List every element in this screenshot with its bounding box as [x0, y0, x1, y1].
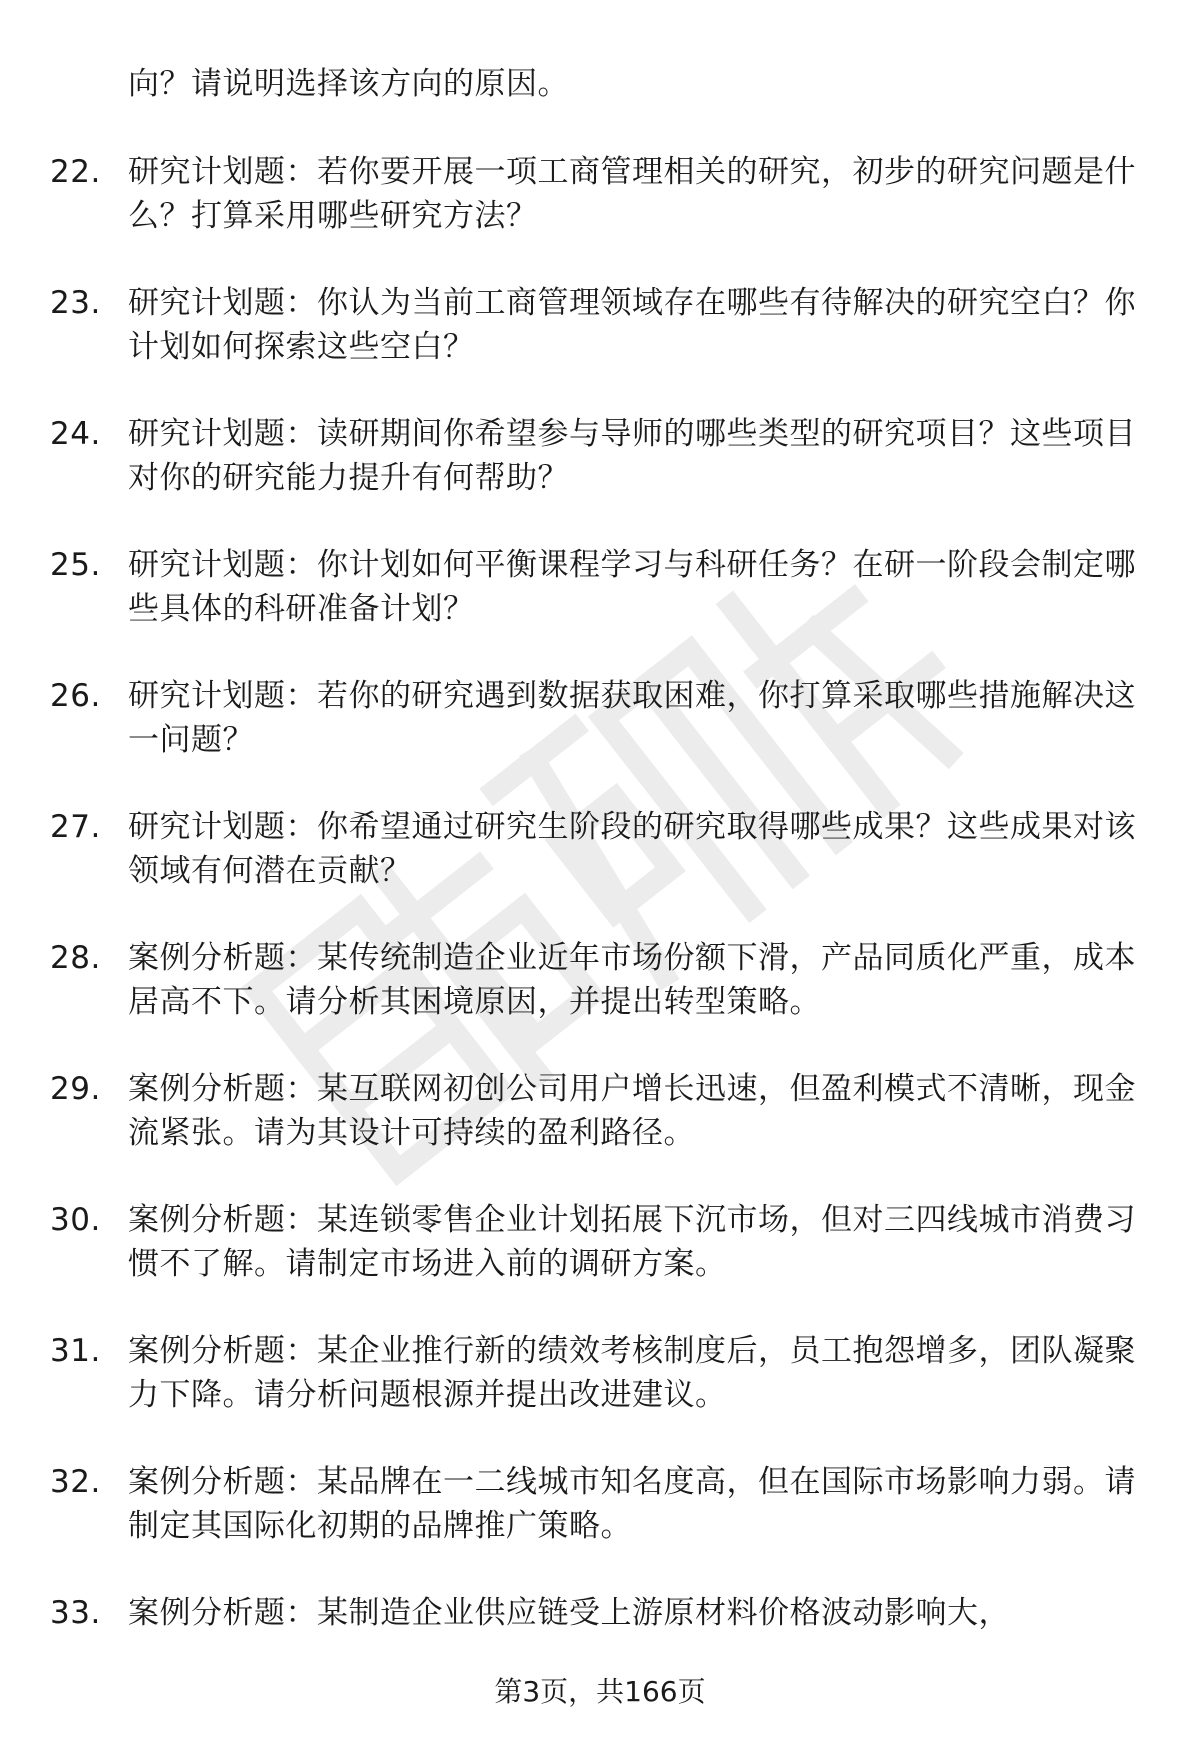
question-number: 33.: [50, 1595, 101, 1631]
question-text: 案例分析题：某品牌在一二线城市知名度高，但在国际市场影响力弱。请制定其国际化初期的品牌推广策略。: [128, 1464, 1136, 1544]
question-text: 案例分析题：某互联网初创公司用户增长迅速，但盈利模式不清晰，现金流紧张。请为其设计可持续的盈利路径。: [128, 1071, 1136, 1151]
list-item: [50, 1591, 1150, 1635]
question-text: 案例分析题：某制造企业供应链受上游原材料价格波动影响大，: [128, 1595, 1010, 1631]
question-list: [50, 62, 1150, 1678]
question-number: 23.: [50, 285, 101, 321]
question-text: 案例分析题：某传统制造企业近年市场份额下滑，产品同质化严重，成本居高不下。请分析其困境原因，并提出转型策略。: [128, 940, 1136, 1020]
list-item: [50, 412, 1150, 500]
question-number: 25.: [50, 547, 101, 583]
question-number: 26.: [50, 678, 101, 714]
question-text: 研究计划题：若你要开展一项工商管理相关的研究，初步的研究问题是什么？打算采用哪些研究方法？: [128, 154, 1136, 234]
question-number: 32.: [50, 1464, 101, 1500]
question-number: 30.: [50, 1202, 101, 1238]
question-text: 研究计划题：若你的研究遇到数据获取困难，你打算采取哪些措施解决这一问题？: [128, 678, 1136, 758]
list-item: [50, 1198, 1150, 1286]
list-item: [50, 543, 1150, 631]
list-item: [50, 1067, 1150, 1155]
question-text: 研究计划题：读研期间你希望参与导师的哪些类型的研究项目？这些项目对你的研究能力提升有何帮助？: [128, 416, 1136, 496]
question-text: 研究计划题：你希望通过研究生阶段的研究取得哪些成果？这些成果对该领域有何潜在贡献？: [128, 809, 1136, 889]
question-text: 案例分析题：某企业推行新的绩效考核制度后，员工抱怨增多，团队凝聚力下降。请分析问题根源并提出改进建议。: [128, 1333, 1136, 1413]
list-item: [50, 150, 1150, 238]
page-footer: 第3页，共166页: [494, 1675, 706, 1708]
question-text: 研究计划题：你计划如何平衡课程学习与科研任务？在研一阶段会制定哪些具体的科研准备计划？: [128, 547, 1136, 627]
question-number: 24.: [50, 416, 101, 452]
list-item: [50, 1460, 1150, 1548]
question-number: 29.: [50, 1071, 101, 1107]
question-text: 案例分析题：某连锁零售企业计划拓展下沉市场，但对三四线城市消费习惯不了解。请制定市场进入前的调研方案。: [128, 1202, 1136, 1282]
continuation-line: 向？请说明选择该方向的原因。: [128, 66, 569, 102]
question-text: 研究计划题：你认为当前工商管理领域存在哪些有待解决的研究空白？你计划如何探索这些空白？: [128, 285, 1136, 365]
list-item: [50, 674, 1150, 762]
list-item: [50, 936, 1150, 1024]
question-number: 28.: [50, 940, 101, 976]
question-number: 22.: [50, 154, 101, 190]
question-number: 31.: [50, 1333, 101, 1369]
list-item: [50, 1329, 1150, 1417]
list-item: [50, 805, 1150, 893]
question-number: 27.: [50, 809, 101, 845]
list-item: [50, 281, 1150, 369]
